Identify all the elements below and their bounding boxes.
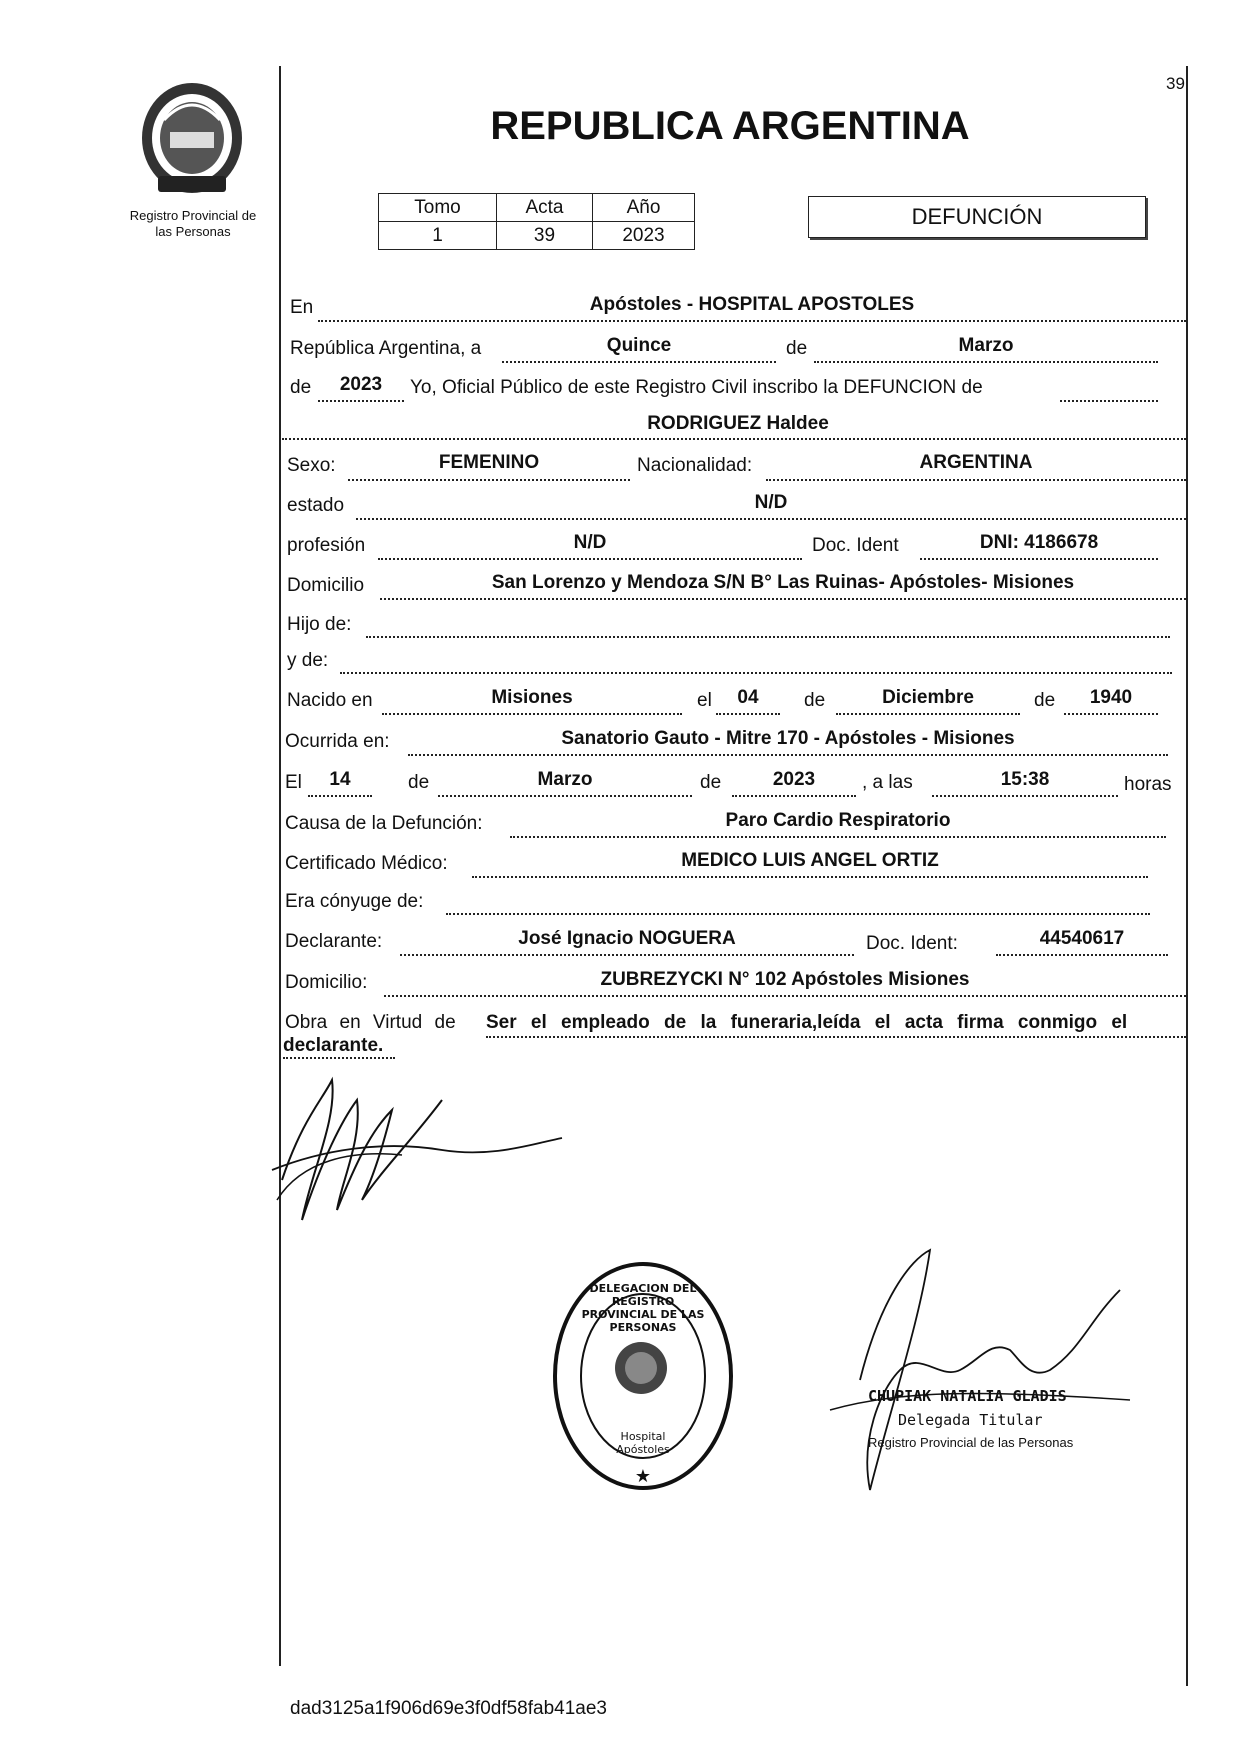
domicilio-label: Domicilio — [287, 575, 365, 596]
official-name: CHUPIAK NATALIA GLADIS — [868, 1387, 1067, 1405]
birth-day-value: 04 — [737, 687, 759, 708]
conyuge-dotline — [446, 913, 1150, 915]
domicilio2-value: ZUBREZYCKI N° 102 Apóstoles Misiones — [600, 969, 970, 990]
profesion-dotline — [378, 558, 802, 560]
el2-label: El — [285, 772, 302, 793]
official-signature — [820, 1240, 1150, 1505]
logo-caption-line1: Registro Provincial de — [129, 208, 257, 223]
nacido-dotline — [382, 713, 682, 715]
obra-dotline2 — [283, 1057, 395, 1059]
nacionalidad-value: ARGENTINA — [919, 452, 1033, 473]
republica-label: República Argentina, a — [290, 338, 482, 359]
death-year-dotline — [732, 795, 856, 797]
hijo-label: Hijo de: — [287, 614, 352, 635]
profesion-label: profesión — [287, 535, 366, 556]
death-day-dotline — [308, 795, 372, 797]
declarante-label: Declarante: — [285, 931, 383, 952]
obra-value-line1: Ser el empleado de la funeraria,leída el acta firma conmigo el — [486, 1012, 1128, 1033]
birth-year-dotline — [1064, 713, 1158, 715]
de6-label: de — [700, 772, 722, 793]
official-org: Registro Provincial de las Personas — [868, 1435, 1074, 1450]
de4-label: de — [1034, 690, 1056, 711]
footer-hash: dad3125a1f906d69e3f0df58fab41ae3 — [290, 1698, 607, 1719]
month-value: Marzo — [958, 335, 1014, 356]
birthplace-value: Misiones — [491, 687, 573, 708]
ocurrida-value: Sanatorio Gauto - Mitre 170 - Apóstoles - Misiones — [561, 728, 1015, 749]
profesion-value: N/D — [573, 532, 607, 553]
officer-dotline — [1060, 400, 1158, 402]
estado-value: N/D — [754, 492, 788, 513]
day-dotline — [502, 361, 776, 363]
officer-text: Yo, Oficial Público de este Registro Civil inscribo la DEFUNCION de — [410, 377, 983, 398]
domicilio2-dotline — [384, 995, 1186, 997]
nacionalidad-dotline — [766, 479, 1186, 481]
death-year-value: 2023 — [772, 769, 816, 790]
death-time-dotline — [932, 795, 1118, 797]
registry-header-acta: Acta — [497, 194, 593, 222]
deceased-name: RODRIGUEZ Haldee — [647, 413, 829, 434]
nacionalidad-label: Nacionalidad: — [637, 455, 753, 476]
domicilio-value: San Lorenzo y Mendoza S/N B° Las Ruinas- Apóstoles- Misiones — [491, 572, 1075, 593]
estado-label: estado — [287, 495, 345, 516]
day-words-value: Quince — [606, 335, 672, 356]
registry-value-acta: 39 — [497, 222, 593, 250]
birth-month-dotline — [836, 713, 1020, 715]
estado-dotline — [356, 518, 1186, 520]
doc-ident-dotline — [920, 558, 1158, 560]
yde-dotline — [340, 672, 1172, 674]
decl-doc-label: Doc. Ident: — [866, 933, 958, 954]
ocurrida-dotline — [408, 754, 1168, 756]
registry-value-tomo: 1 — [379, 222, 497, 250]
death-day-value: 14 — [329, 769, 351, 790]
ocurrida-label: Ocurrida en: — [285, 731, 390, 752]
registry-table — [378, 193, 695, 250]
birth-month-value: Diciembre — [882, 687, 974, 708]
year-value: 2023 — [339, 374, 383, 395]
declarant-signature — [262, 1060, 582, 1235]
horas-label: horas — [1124, 774, 1172, 795]
causa-label: Causa de la Defunción: — [285, 813, 483, 834]
place-value: Apóstoles - HOSPITAL APOSTOLES — [589, 294, 915, 315]
de1-label: de — [786, 338, 808, 359]
obra-label: Obra en Virtud de — [285, 1012, 456, 1033]
page-number: 39 — [1166, 74, 1185, 93]
en-label: En — [290, 297, 314, 318]
declarante-dotline — [400, 954, 854, 956]
yde-label: y de: — [287, 650, 329, 671]
registry-header-anio: Año — [593, 194, 695, 222]
death-time-value: 15:38 — [1000, 769, 1050, 790]
page-title: REPUBLICA ARGENTINA — [490, 104, 970, 148]
name-dotline — [282, 438, 1186, 440]
sexo-label: Sexo: — [287, 455, 336, 476]
death-month-value: Marzo — [537, 769, 593, 790]
alas-label: , a las — [862, 772, 913, 793]
certificado-label: Certificado Médico: — [285, 853, 448, 874]
causa-dotline — [510, 836, 1166, 838]
official-stamp — [551, 1260, 735, 1492]
official-role: Delegada Titular — [898, 1411, 1043, 1429]
registry-value-anio: 2023 — [593, 222, 695, 250]
de3-label: de — [804, 690, 826, 711]
nacido-label: Nacido en — [287, 690, 373, 711]
left-margin-rule — [279, 66, 281, 1666]
decl-doc-dotline — [996, 954, 1168, 956]
obra-value-line2: declarante. — [283, 1035, 384, 1056]
act-type-box: DEFUNCIÓN — [808, 196, 1146, 238]
doc-ident-value: DNI: 4186678 — [979, 532, 1099, 553]
el-label: el — [697, 690, 712, 711]
doc-ident-label: Doc. Ident — [812, 535, 899, 556]
registry-header-tomo: Tomo — [379, 194, 497, 222]
right-margin-rule — [1186, 66, 1188, 1686]
certificado-dotline — [472, 876, 1148, 878]
sexo-dotline — [348, 479, 630, 481]
stamp-inner-text: Hospital Apóstoles — [616, 1430, 670, 1456]
logo-caption — [118, 208, 268, 240]
stamp-outer-text: DELEGACION DEL REGISTRO PROVINCIAL DE LAS PERSONAS — [581, 1282, 705, 1334]
sexo-value: FEMENINO — [438, 452, 540, 473]
declarante-value: José Ignacio NOGUERA — [518, 928, 736, 949]
causa-value: Paro Cardio Respiratorio — [725, 810, 951, 831]
decl-doc-value: 44540617 — [1039, 928, 1125, 949]
death-month-dotline — [438, 795, 692, 797]
conyuge-label: Era cónyuge de: — [285, 891, 424, 912]
de2-label: de — [290, 377, 312, 398]
province-seal-logo — [136, 80, 248, 200]
de5-label: de — [408, 772, 430, 793]
month-dotline — [814, 361, 1158, 363]
hijo-dotline — [366, 636, 1170, 638]
obra-dotline1 — [486, 1036, 1186, 1038]
domicilio2-label: Domicilio: — [285, 972, 368, 993]
certificado-value: MEDICO LUIS ANGEL ORTIZ — [681, 850, 939, 871]
birth-year-value: 1940 — [1089, 687, 1133, 708]
svg-text:★: ★ — [634, 1466, 652, 1487]
en-dotline — [318, 320, 1186, 322]
domicilio-dotline — [380, 598, 1186, 600]
logo-caption-line2: las Personas — [155, 224, 231, 239]
year-dotline — [318, 400, 404, 402]
birth-day-dotline — [716, 713, 780, 715]
